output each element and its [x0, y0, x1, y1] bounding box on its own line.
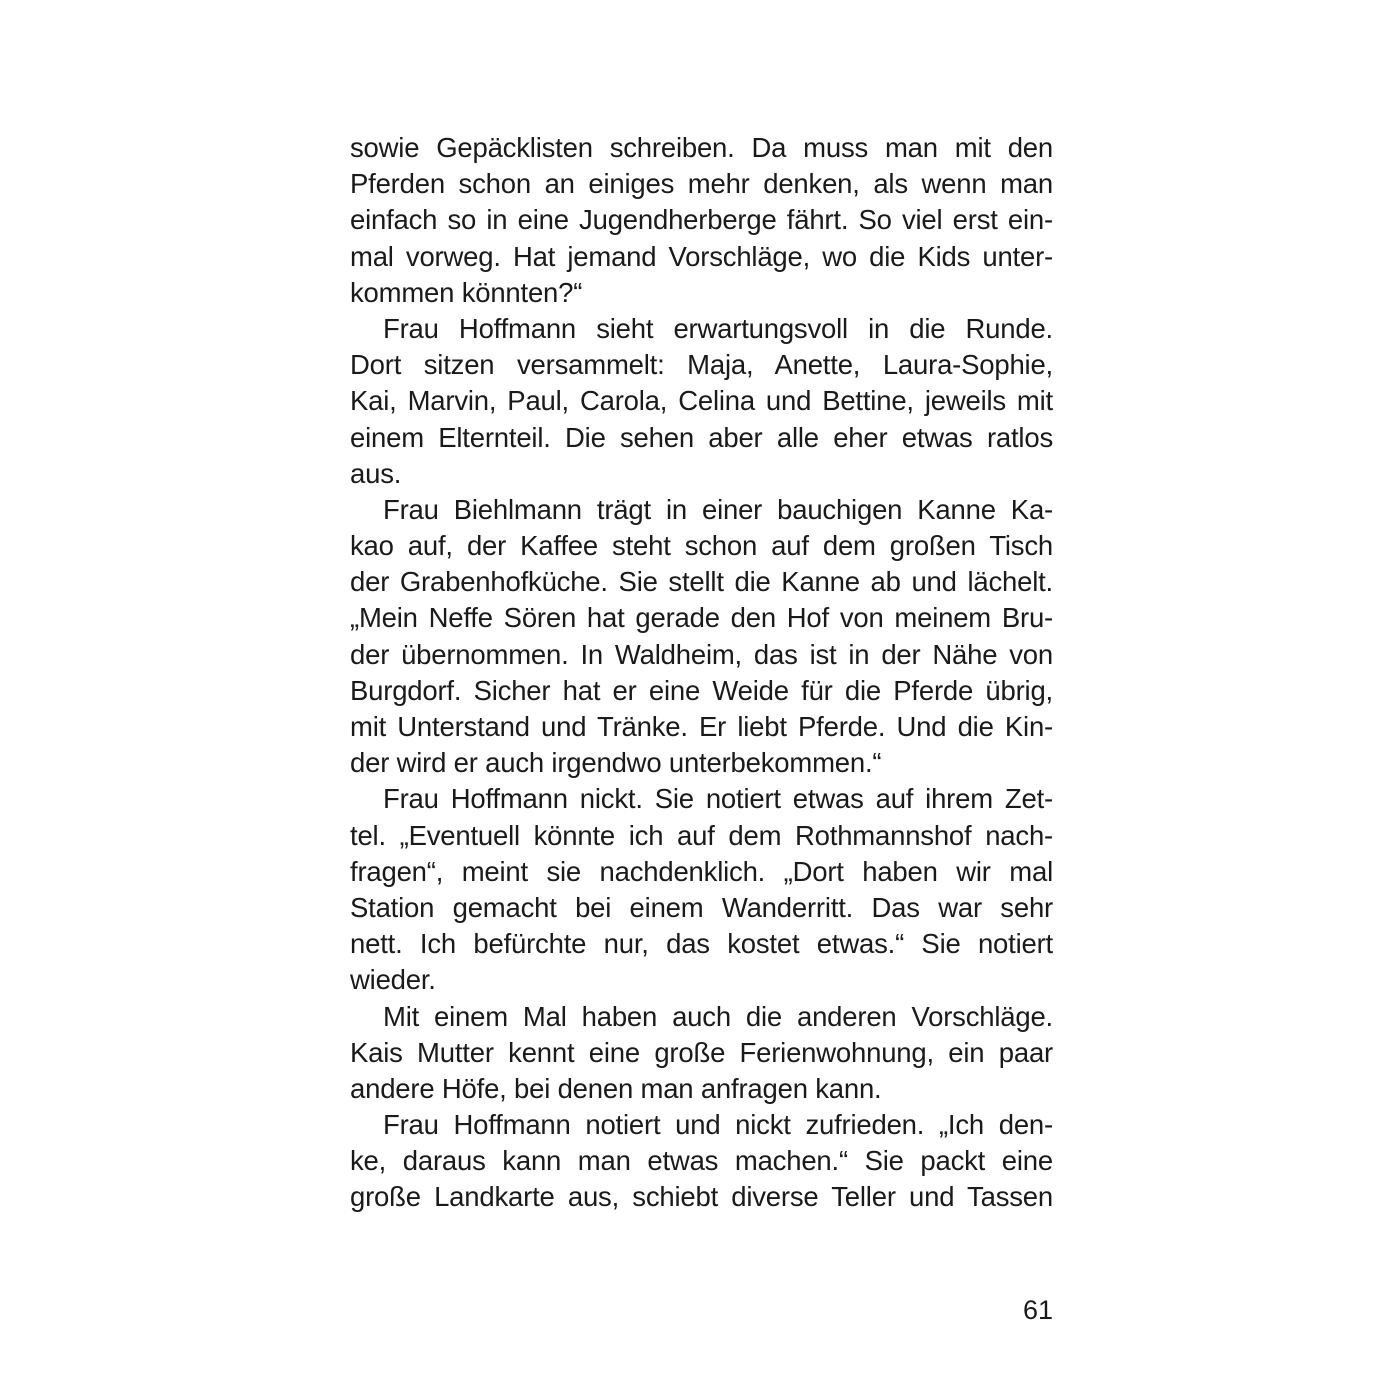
text-line: Frau Hoffmann notiert und nickt zufrieden. „Ich den-	[383, 1109, 1053, 1141]
text-line: „Mein Neffe Sören hat gerade den Hof von meinem Bru-	[350, 602, 1053, 634]
text-line: kao auf, der Kaffee steht schon auf dem großen Tisch	[350, 530, 1053, 562]
text-line: kommen könnten?“	[350, 276, 583, 308]
text-line: tel. „Eventuell könnte ich auf dem Rothmannshof nach-	[350, 819, 1053, 851]
text-line: Frau Biehlmann trägt in einer bauchigen Kanne Ka-	[383, 493, 1053, 525]
text-line: einfach so in eine Jugendherberge fährt. So viel erst ein-	[350, 204, 1053, 236]
text-line: andere Höfe, bei denen man anfragen kann.	[350, 1072, 882, 1104]
text-line: ke, daraus kann man etwas machen.“ Sie packt eine	[350, 1145, 1053, 1177]
text-line: mit Unterstand und Tränke. Er liebt Pferde. Und die Kin-	[350, 711, 1053, 742]
text-line: Kai, Marvin, Paul, Carola, Celina und Bettine, jeweils mit	[350, 385, 1053, 417]
text-line: Mit einem Mal haben auch die anderen Vorschläge.	[383, 1000, 1053, 1032]
text-line: Dort sitzen versammelt: Maja, Anette, Laura-Sophie,	[350, 349, 1053, 381]
text-line: Station gemacht bei einem Wanderritt. Das war sehr	[350, 891, 1053, 923]
text-line: nett. Ich befürchte nur, das kostet etwas.“ Sie notiert	[350, 928, 1053, 960]
text-line: Frau Hoffmann sieht erwartungsvoll in die Runde.	[383, 312, 1053, 344]
text-line: fragen“, meint sie nachdenklich. „Dort haben wir mal	[350, 855, 1053, 887]
text-line: Pferden schon an einiges mehr denken, als wenn man	[350, 168, 1053, 200]
body-text	[350, 130, 1053, 1216]
text-line: aus.	[350, 457, 402, 489]
text-line: der wird er auch irgendwo unterbekommen.“	[350, 747, 882, 779]
text-line: Burgdorf. Sicher hat er eine Weide für die Pferde übrig,	[350, 674, 1053, 706]
text-line: sowie Gepäcklisten schreiben. Da muss man mit den	[350, 132, 1053, 163]
page-number: 61	[1022, 1295, 1053, 1325]
text-line: der Grabenhofküche. Sie stellt die Kanne ab und lächelt.	[350, 566, 1053, 598]
text-line: Kais Mutter kennt eine große Ferienwohnung, ein paar	[350, 1036, 1053, 1068]
text-line: einem Elternteil. Die sehen aber alle eher etwas ratlos	[350, 421, 1053, 453]
text-line: Frau Hoffmann nickt. Sie notiert etwas auf ihrem Zet-	[383, 783, 1053, 815]
text-line: große Landkarte aus, schiebt diverse Teller und Tassen	[350, 1181, 1053, 1213]
text-line: wieder.	[350, 964, 436, 996]
text-line: der übernommen. In Waldheim, das ist in der Nähe von	[350, 638, 1053, 670]
text-line: mal vorweg. Hat jemand Vorschläge, wo die Kids unter-	[350, 240, 1053, 272]
